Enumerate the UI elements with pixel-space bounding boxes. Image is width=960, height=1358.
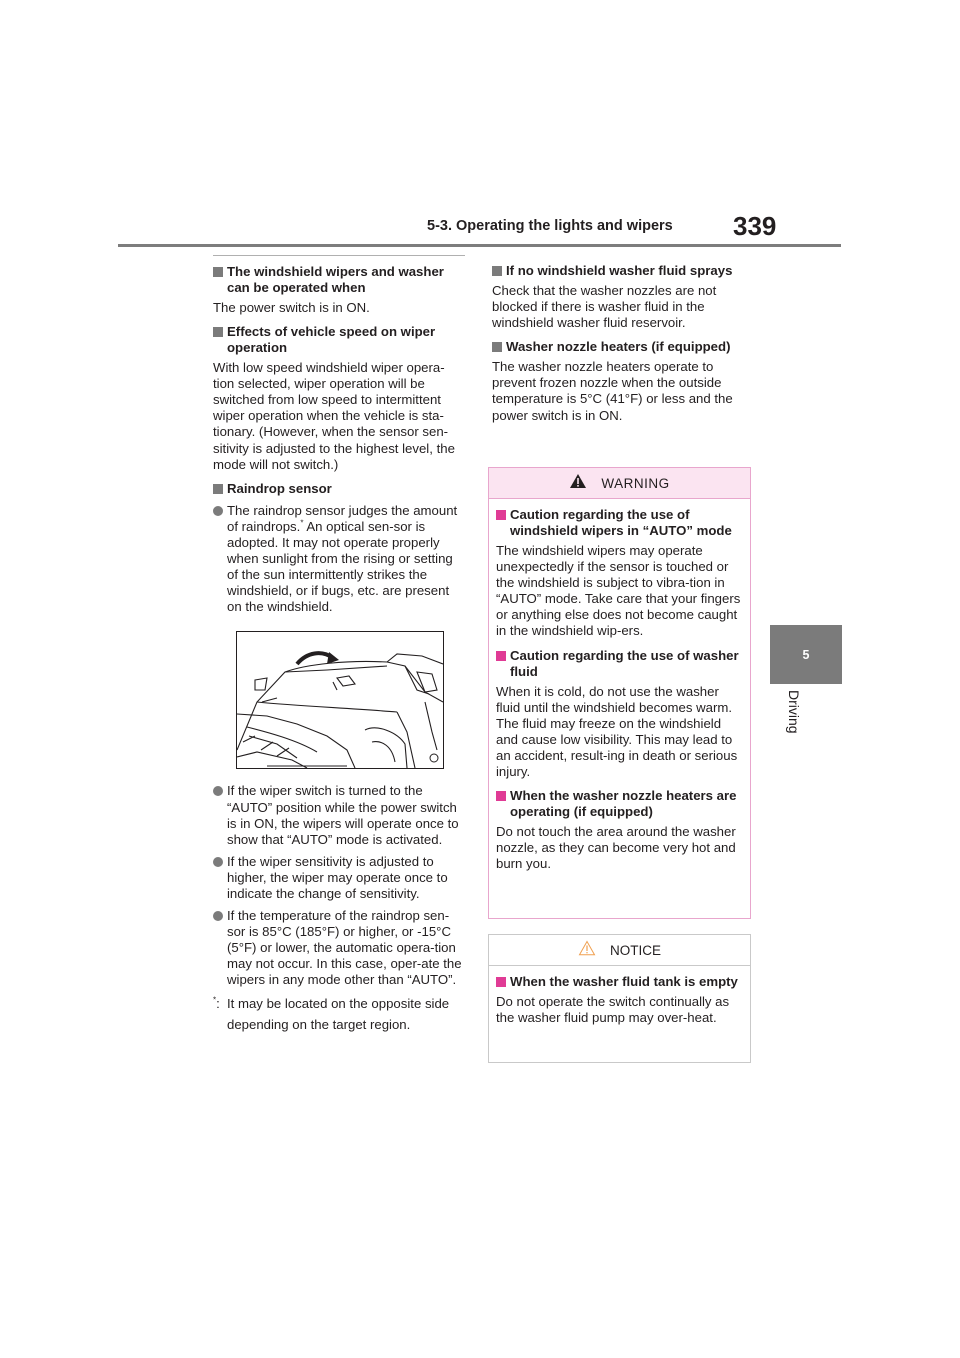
section-text: The windshield wipers may operate unexpectedly if the sensor is touched or the windshield is subject to vibra-tion in “AUTO” mode. Take care that your fingers or anything else does not become caught in the windshield wip-ers. bbox=[496, 543, 741, 639]
section-heading bbox=[496, 974, 744, 990]
section-text: When it is cold, do not use the washer fluid until the windshield becomes warm. The fluid may freeze on the windshield and cause low visibility. This may lead to an accident, result-ing in death or serious injury. bbox=[496, 683, 738, 780]
section-header: 5-3. Operating the lights and wipers bbox=[427, 218, 673, 234]
round-bullet-icon bbox=[213, 506, 223, 516]
heading-text: Effects of vehicle speed on wiper operation bbox=[227, 324, 436, 356]
bullet-text: If the wiper switch is turned to the “AUTO” position while the power switch is in ON, the wipers will operate once to show that “AUTO” mode is activated. bbox=[227, 783, 459, 847]
chapter-label: Driving bbox=[786, 690, 802, 734]
section-text: The power switch is in ON. bbox=[213, 300, 370, 315]
bullet-text: If the wiper sensitivity is adjusted to higher, the wiper may operate once to indicate the change of sensitivity. bbox=[227, 853, 448, 901]
footnote-text: It may be located on the opposite side depending on the target region. bbox=[227, 995, 450, 1032]
warning-triangle-svg bbox=[569, 473, 587, 489]
notice-body bbox=[489, 974, 750, 1026]
footnote bbox=[213, 993, 465, 1035]
bullet-item bbox=[213, 854, 465, 902]
warning-body bbox=[489, 507, 750, 872]
notice-title: NOTICE bbox=[609, 942, 661, 958]
square-bullet-icon bbox=[213, 327, 223, 337]
bullet-item bbox=[213, 783, 465, 847]
bullet-item bbox=[213, 503, 465, 616]
section-heading bbox=[496, 507, 744, 539]
square-bullet-icon bbox=[496, 791, 506, 801]
heading-text: Raindrop sensor bbox=[227, 480, 332, 496]
warning-triangle-icon bbox=[569, 473, 587, 492]
bullet-text: If the temperature of the raindrop sen-sor is 85°C (185°F) or higher, or -15°C (5°F) or lower, the automatic opera-tion may not occur. In this case, oper-ate the wipers in any mode other than “AUTO”. bbox=[227, 908, 462, 988]
round-bullet-icon bbox=[213, 786, 223, 796]
round-bullet-icon bbox=[213, 857, 223, 867]
heading-text: When the washer fluid tank is empty bbox=[510, 974, 738, 989]
section-heading bbox=[213, 481, 465, 497]
square-bullet-icon bbox=[213, 484, 223, 494]
notice-triangle-icon bbox=[578, 940, 596, 959]
footnote-colon: : bbox=[216, 995, 220, 1011]
notice-header bbox=[489, 935, 750, 966]
chapter-number: 5 bbox=[802, 647, 810, 662]
bullet-text-part: An optical sen-sor is adopted. It may not operate properly when sunlight from the rising or setting of the sun intermittently strikes the windshield, or if bugs, etc. are present on the windshield. bbox=[227, 518, 453, 615]
section-text: Check that the washer nozzles are not blocked if there is washer fluid in the windshield washer fluid reservoir. bbox=[492, 283, 717, 331]
section-heading bbox=[496, 648, 744, 680]
heading-text: Caution regarding the use of washer fluid bbox=[510, 647, 739, 679]
notice-triangle-svg bbox=[578, 940, 596, 956]
page-number: 339 bbox=[733, 211, 777, 241]
square-bullet-icon bbox=[496, 977, 506, 987]
windshield-illustration bbox=[236, 631, 444, 769]
heading-text: Washer nozzle heaters (if equipped) bbox=[506, 339, 731, 355]
section-text: Do not operate the switch continually as the washer fluid pump may over-heat. bbox=[496, 994, 730, 1026]
heading-text: If no windshield washer fluid sprays bbox=[506, 263, 733, 278]
section-text: With low speed windshield wiper opera-tion selected, wiper operation will be switched from low speed to intermittent wiper operation when the vehicle is sta-tionary. (However, when the sensor sen-sitivity is adjusted to the highest level, the mode will not switch.) bbox=[213, 360, 455, 472]
section-text: Do not touch the area around the washer nozzle, as they can become very hot and burn you. bbox=[496, 824, 736, 872]
left-column bbox=[213, 255, 465, 1035]
heading-text: Caution regarding the use of windshield wipers in “AUTO” mode bbox=[510, 507, 732, 538]
footnote-asterisk: * bbox=[213, 995, 217, 1005]
bullet-item bbox=[213, 908, 465, 988]
chapter-tab bbox=[770, 625, 842, 684]
square-bullet-icon bbox=[492, 342, 502, 352]
warning-title: WARNING bbox=[601, 475, 670, 491]
section-heading bbox=[213, 264, 465, 296]
section-heading bbox=[213, 324, 465, 356]
notice-box bbox=[488, 934, 751, 1063]
section-heading bbox=[492, 339, 744, 355]
bullet-text bbox=[227, 503, 465, 616]
car-windshield-illustration bbox=[237, 632, 443, 768]
square-bullet-icon bbox=[496, 651, 506, 661]
right-column bbox=[492, 255, 744, 428]
heading-text: The windshield wipers and washer can be operated when bbox=[227, 264, 444, 295]
square-bullet-icon bbox=[213, 267, 223, 277]
heading-text: When the washer nozzle heaters are operating (if equipped) bbox=[510, 788, 737, 820]
footnote-ref: * bbox=[300, 518, 304, 528]
warning-box bbox=[488, 467, 751, 919]
square-bullet-icon bbox=[496, 510, 506, 520]
column-rule bbox=[213, 255, 465, 256]
section-heading bbox=[496, 788, 744, 820]
section-heading bbox=[492, 263, 744, 279]
footnote-mark bbox=[213, 993, 225, 1035]
warning-header bbox=[489, 468, 750, 499]
bullet-text-part: The raindrop sensor judges the amount of raindrops. bbox=[227, 502, 458, 534]
section-text: The washer nozzle heaters operate to prevent frozen nozzle when the outside temperature is 5°C (41°F) or less and the power switch is in ON. bbox=[492, 359, 733, 423]
square-bullet-icon bbox=[492, 266, 502, 276]
header-rule bbox=[118, 244, 841, 247]
round-bullet-icon bbox=[213, 911, 223, 921]
